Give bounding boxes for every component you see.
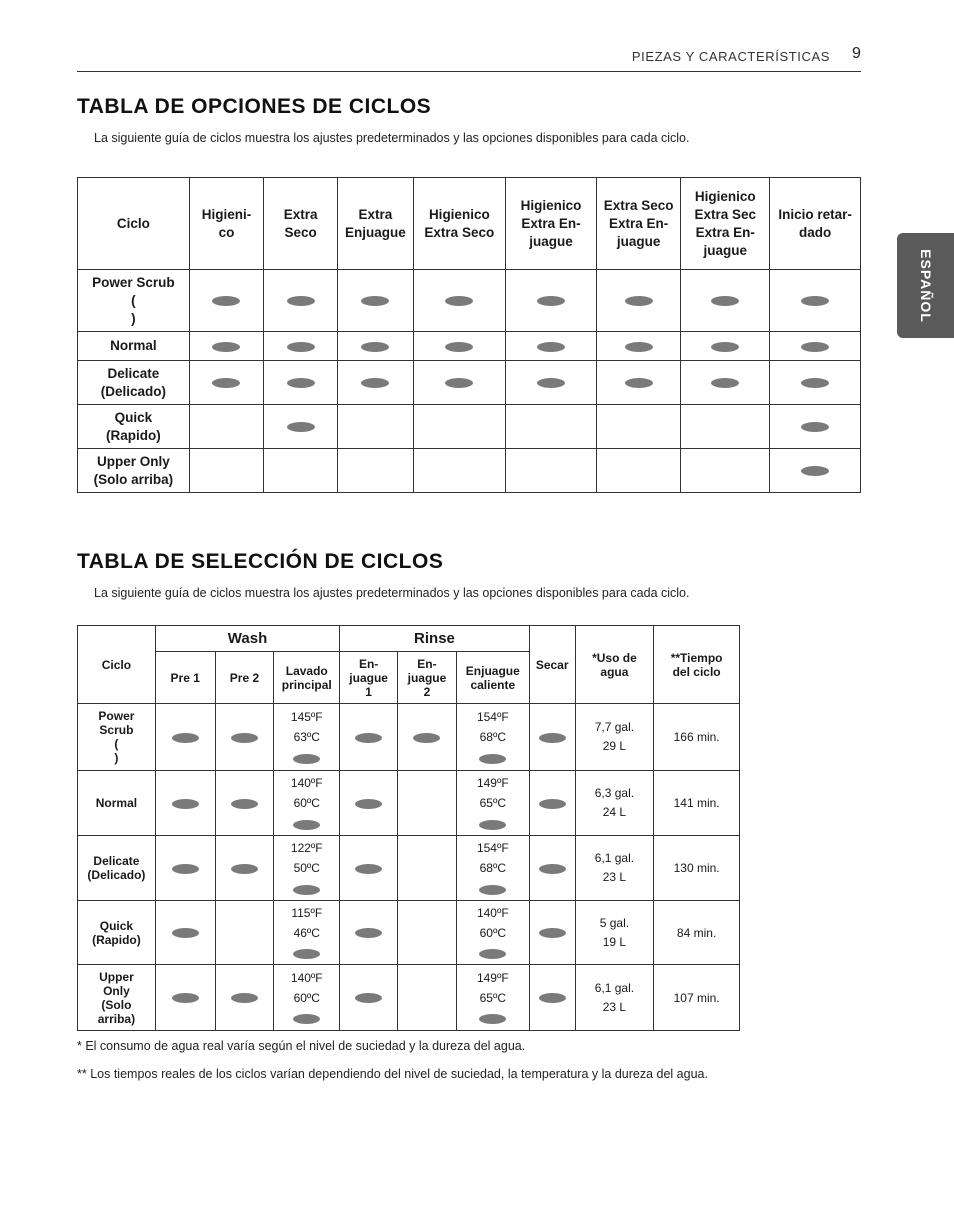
option-cell [413, 449, 505, 493]
option-mark-icon [479, 820, 506, 830]
cycle-time-cell: 130 min. [654, 836, 740, 901]
rinse-temp-celsius: 65ºC [479, 796, 507, 810]
option-cell [770, 270, 861, 332]
rinse-temp-celsius: 68ºC [479, 861, 507, 875]
option-cell [770, 361, 861, 405]
option-cell [597, 332, 681, 361]
dry-cell [529, 836, 575, 901]
option-cell [264, 405, 338, 449]
option-mark-icon [293, 820, 320, 830]
option-cell [338, 361, 414, 405]
option-cell [770, 405, 861, 449]
rinse-cell [398, 901, 457, 965]
water-usage-cell [575, 704, 654, 771]
water-liters: 29 L [602, 739, 627, 753]
option-cell [505, 332, 596, 361]
option-cell [413, 405, 505, 449]
options-table-row [78, 405, 861, 449]
option-mark-icon [287, 422, 315, 432]
options-table-header-row [78, 178, 861, 270]
selection-col-header-rinse1: En- juague 1 [340, 652, 398, 704]
cycle-name-cell: Delicate (Delicado) [78, 361, 190, 405]
prewash-cell [215, 901, 274, 965]
selection-col-header-water: *Uso de agua [575, 626, 654, 704]
running-header: PIEZAS Y CARACTERÍSTICAS [631, 49, 830, 64]
cycle-time-cell: 84 min. [654, 901, 740, 965]
option-mark-icon [231, 799, 258, 809]
option-mark-icon [537, 378, 565, 388]
option-cell [770, 332, 861, 361]
water-gallons: 6,1 gal. [594, 980, 635, 995]
option-mark-icon [479, 885, 506, 895]
option-cell [505, 270, 596, 332]
wash-temp-celsius: 60ºC [293, 990, 320, 1005]
option-mark-icon [361, 342, 389, 352]
prewash-cell [215, 965, 274, 1031]
cycle-name-cell: Power Scrub ( ) [78, 704, 156, 771]
option-cell [597, 270, 681, 332]
selection-col-header-cycle: Ciclo [78, 626, 156, 704]
cycle-name-cell: Normal [78, 332, 190, 361]
option-mark-icon [355, 864, 382, 874]
wash-temp-fahrenheit: 145ºF [290, 710, 323, 724]
options-table-description: La siguiente guía de ciclos muestra los ajustes predeterminados y las opciones disponibles para cada ciclo. [94, 131, 690, 145]
option-cell [681, 361, 770, 405]
option-mark-icon [287, 342, 315, 352]
options-col-header: Higieni- co [189, 178, 263, 270]
option-mark-icon [172, 993, 199, 1003]
option-mark-icon [537, 342, 565, 352]
selection-col-header-dry: Secar [529, 626, 575, 704]
prewash-cell [215, 704, 274, 771]
option-cell [505, 361, 596, 405]
option-mark-icon [711, 378, 739, 388]
option-cell [189, 405, 263, 449]
cycle-name-cell: Normal [78, 771, 156, 836]
option-mark-icon [231, 733, 258, 743]
water-usage-cell [575, 965, 654, 1031]
option-mark-icon [293, 885, 320, 895]
main-wash-temp-cell [274, 965, 340, 1031]
option-mark-icon [801, 422, 829, 432]
option-cell [189, 361, 263, 405]
rinse-temp-fahrenheit: 149ºF [476, 776, 509, 790]
prewash-cell [155, 771, 215, 836]
option-mark-icon [293, 949, 320, 959]
hot-rinse-temp-cell [456, 965, 529, 1031]
selection-col-header-pre2: Pre 2 [215, 652, 274, 704]
cycle-name-cell: Upper Only (Solo arriba) [78, 449, 190, 493]
option-cell [597, 449, 681, 493]
prewash-cell [155, 836, 215, 901]
option-mark-icon [479, 949, 506, 959]
option-mark-icon [537, 296, 565, 306]
selection-col-header-hot-rinse: Enjuague caliente [456, 652, 529, 704]
option-cell [338, 449, 414, 493]
option-cell [681, 449, 770, 493]
cycle-name-cell: Upper Only (Solo arriba) [78, 965, 156, 1031]
option-cell [264, 270, 338, 332]
rinse-cell [340, 704, 398, 771]
rinse-cell [398, 704, 457, 771]
cycle-options-table [77, 177, 861, 493]
rinse-cell [340, 836, 398, 901]
selection-table-row [78, 704, 740, 771]
option-mark-icon [539, 928, 566, 938]
water-gallons: 6,1 gal. [594, 851, 635, 865]
option-cell [505, 449, 596, 493]
language-tab [897, 233, 954, 338]
option-cell [413, 332, 505, 361]
option-mark-icon [287, 296, 315, 306]
option-cell [681, 405, 770, 449]
rinse-cell [398, 836, 457, 901]
prewash-cell [155, 704, 215, 771]
water-liters: 24 L [602, 805, 627, 819]
option-mark-icon [355, 799, 382, 809]
option-cell [681, 270, 770, 332]
selection-col-header-time: **Tiempo del ciclo [654, 626, 740, 704]
option-mark-icon [445, 296, 473, 306]
option-mark-icon [539, 733, 566, 743]
water-liters: 23 L [602, 870, 627, 884]
option-mark-icon [625, 378, 653, 388]
options-col-header: Higienico Extra En- juague [505, 178, 596, 270]
rinse-temp-fahrenheit: 154ºF [476, 841, 509, 855]
option-mark-icon [172, 928, 199, 938]
selection-table-title: TABLA DE SELECCIÓN DE CICLOS [77, 550, 444, 573]
selection-col-header-pre1: Pre 1 [155, 652, 215, 704]
selection-table-row [78, 901, 740, 965]
rinse-temp-celsius: 60ºC [479, 925, 507, 940]
hot-rinse-temp-cell [456, 901, 529, 965]
option-mark-icon [172, 864, 199, 874]
options-col-header: Higienico Extra Sec Extra En- juague [681, 178, 770, 270]
selection-table-row [78, 965, 740, 1031]
options-col-header: Higienico Extra Seco [413, 178, 505, 270]
cycle-name-cell: Power Scrub ( ) [78, 270, 190, 332]
options-table-row [78, 332, 861, 361]
rinse-temp-celsius: 65ºC [479, 990, 507, 1005]
rinse-cell [398, 965, 457, 1031]
option-mark-icon [801, 342, 829, 352]
main-wash-temp-cell [274, 771, 340, 836]
option-mark-icon [539, 799, 566, 809]
option-mark-icon [801, 466, 829, 476]
selection-group-rinse: Rinse [340, 626, 530, 652]
wash-temp-celsius: 50ºC [293, 861, 320, 875]
option-cell [189, 332, 263, 361]
water-liters: 23 L [602, 999, 627, 1014]
option-mark-icon [479, 1014, 506, 1024]
wash-temp-celsius: 63ºC [293, 730, 320, 744]
options-table-row [78, 270, 861, 332]
option-mark-icon [625, 296, 653, 306]
option-cell [597, 405, 681, 449]
selection-col-header-main-wash: Lavado principal [274, 652, 340, 704]
option-mark-icon [355, 928, 382, 938]
prewash-cell [155, 965, 215, 1031]
rinse-cell [340, 901, 398, 965]
option-mark-icon [212, 296, 240, 306]
option-cell [413, 270, 505, 332]
water-usage-cell [575, 901, 654, 965]
selection-table-row [78, 836, 740, 901]
option-mark-icon [801, 378, 829, 388]
option-mark-icon [355, 993, 382, 1003]
wash-temp-fahrenheit: 122ºF [290, 841, 323, 855]
main-wash-temp-cell [274, 901, 340, 965]
water-gallons: 7,7 gal. [594, 720, 635, 734]
options-col-header: Extra Enjuague [338, 178, 414, 270]
cycle-time-cell: 141 min. [654, 771, 740, 836]
options-col-header: Inicio retar- dado [770, 178, 861, 270]
options-col-header: Ciclo [78, 178, 190, 270]
hot-rinse-temp-cell [456, 771, 529, 836]
option-mark-icon [212, 378, 240, 388]
options-table-row [78, 361, 861, 405]
main-wash-temp-cell [274, 704, 340, 771]
options-table-row [78, 449, 861, 493]
option-mark-icon [479, 754, 506, 764]
hot-rinse-temp-cell [456, 836, 529, 901]
selection-table-description: La siguiente guía de ciclos muestra los ajustes predeterminados y las opciones disponibles para cada ciclo. [94, 586, 690, 600]
options-col-header: Extra Seco [264, 178, 338, 270]
option-cell [597, 361, 681, 405]
wash-temp-fahrenheit: 140ºF [290, 776, 323, 790]
option-mark-icon [801, 296, 829, 306]
water-gallons: 5 gal. [599, 915, 630, 930]
option-cell [264, 332, 338, 361]
selection-col-header-rinse2: En- juague 2 [398, 652, 457, 704]
option-mark-icon [172, 799, 199, 809]
option-mark-icon [539, 864, 566, 874]
option-mark-icon [445, 378, 473, 388]
cycle-name-cell: Delicate (Delicado) [78, 836, 156, 901]
cycle-selection-table [77, 625, 740, 1031]
dry-cell [529, 771, 575, 836]
option-cell [338, 270, 414, 332]
language-tab-label: ESPAÑOL [917, 248, 934, 323]
water-liters: 19 L [602, 934, 627, 949]
option-mark-icon [539, 993, 566, 1003]
selection-table-row [78, 771, 740, 836]
water-gallons: 6,3 gal. [594, 786, 635, 800]
cycle-name-cell: Quick (Rapido) [78, 405, 190, 449]
dry-cell [529, 965, 575, 1031]
cycle-time-cell: 166 min. [654, 704, 740, 771]
water-usage-cell [575, 836, 654, 901]
option-mark-icon [293, 1014, 320, 1024]
selection-table-body [78, 704, 740, 1031]
selection-table-group-row [78, 626, 740, 652]
option-cell [338, 405, 414, 449]
option-mark-icon [711, 342, 739, 352]
footnote-time: ** Los tiempos reales de los ciclos varían dependiendo del nivel de suciedad, la temperatura y la dureza del agua. [77, 1067, 708, 1081]
option-mark-icon [287, 378, 315, 388]
dry-cell [529, 704, 575, 771]
rinse-temp-fahrenheit: 149ºF [476, 970, 509, 985]
rinse-cell [340, 965, 398, 1031]
dry-cell [529, 901, 575, 965]
options-table-title: TABLA DE OPCIONES DE CICLOS [77, 95, 432, 118]
option-cell [770, 449, 861, 493]
wash-temp-fahrenheit: 140ºF [290, 970, 323, 985]
option-mark-icon [625, 342, 653, 352]
cycle-time-cell: 107 min. [654, 965, 740, 1031]
option-mark-icon [413, 733, 440, 743]
option-mark-icon [711, 296, 739, 306]
options-table-body [78, 270, 861, 493]
option-mark-icon [361, 296, 389, 306]
page-number: 9 [852, 45, 861, 62]
option-cell [505, 405, 596, 449]
option-cell [681, 332, 770, 361]
selection-group-wash: Wash [155, 626, 339, 652]
option-mark-icon [231, 864, 258, 874]
prewash-cell [155, 901, 215, 965]
cycle-name-cell: Quick (Rapido) [78, 901, 156, 965]
option-mark-icon [445, 342, 473, 352]
option-cell [413, 361, 505, 405]
rinse-temp-celsius: 68ºC [479, 730, 507, 744]
prewash-cell [215, 836, 274, 901]
option-mark-icon [231, 993, 258, 1003]
prewash-cell [215, 771, 274, 836]
wash-temp-fahrenheit: 115ºF [291, 905, 323, 920]
wash-temp-celsius: 60ºC [293, 796, 320, 810]
rinse-cell [398, 771, 457, 836]
option-mark-icon [293, 754, 320, 764]
rinse-temp-fahrenheit: 140ºF [476, 905, 509, 920]
option-cell [264, 449, 338, 493]
rinse-temp-fahrenheit: 154ºF [476, 710, 509, 724]
options-col-header: Extra Seco Extra En- juague [597, 178, 681, 270]
option-cell [189, 449, 263, 493]
option-mark-icon [361, 378, 389, 388]
main-wash-temp-cell [274, 836, 340, 901]
option-mark-icon [172, 733, 199, 743]
footnote-water: * El consumo de agua real varía según el nivel de suciedad y la dureza del agua. [77, 1039, 526, 1053]
hot-rinse-temp-cell [456, 704, 529, 771]
water-usage-cell [575, 771, 654, 836]
option-cell [338, 332, 414, 361]
option-cell [189, 270, 263, 332]
option-cell [264, 361, 338, 405]
wash-temp-celsius: 46ºC [293, 925, 320, 940]
rinse-cell [340, 771, 398, 836]
header-divider [77, 71, 861, 72]
option-mark-icon [212, 342, 240, 352]
option-mark-icon [355, 733, 382, 743]
